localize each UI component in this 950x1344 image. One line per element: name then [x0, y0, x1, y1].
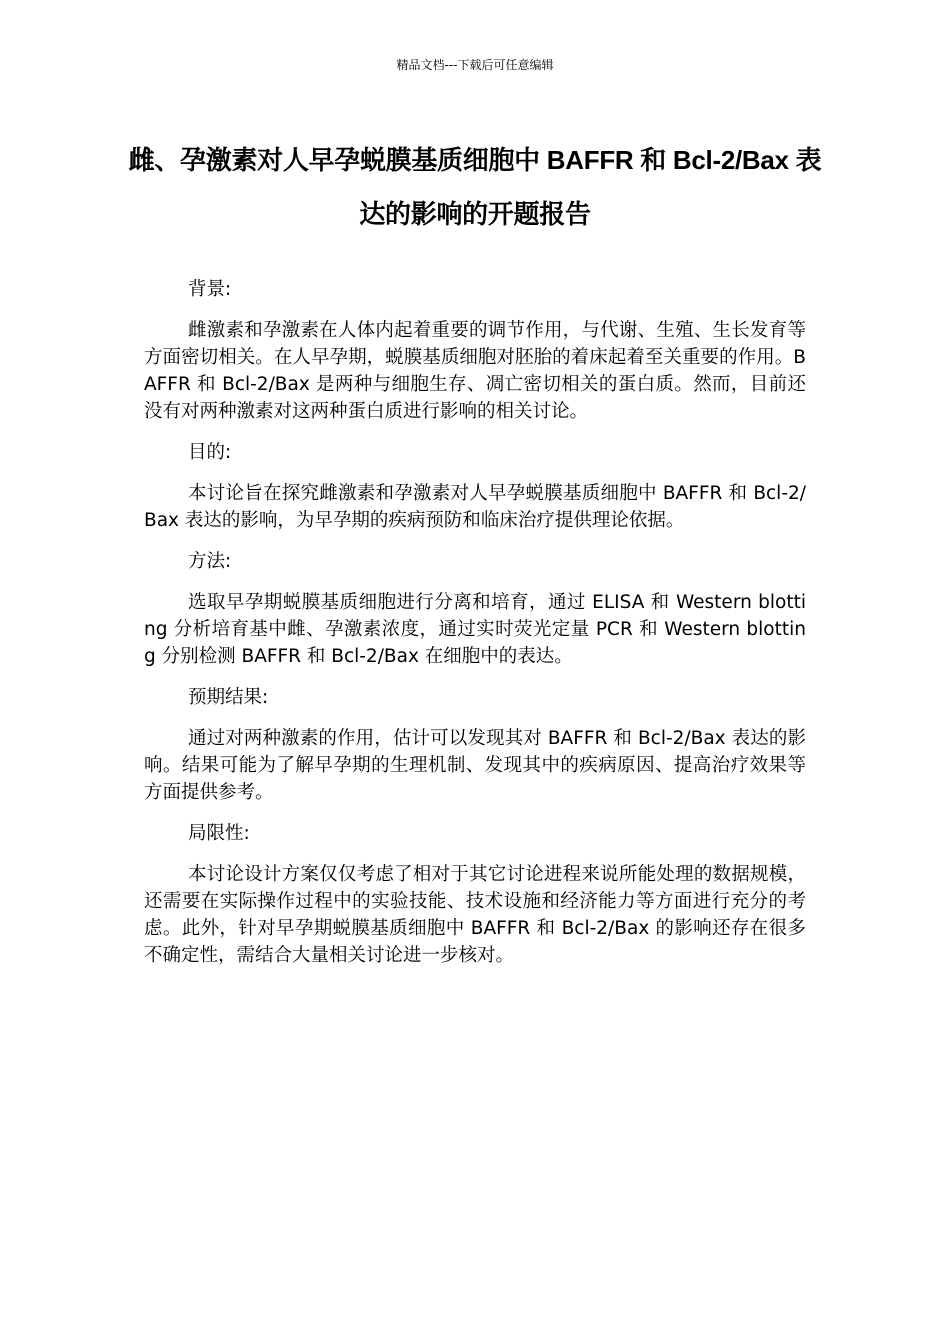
section-text-background: 雌激素和孕激素在人体内起着重要的调节作用，与代谢、生殖、生长发育等方面密切相关。在人早孕期，蜕膜基质细胞对胚胎的着床起着至关重要的作用。BAFFR 和 Bcl-2/Bax 是两种与细胞生存、凋亡密切相关的蛋白质。然而，目前还没有对两种激素对这两种蛋白质进行影响的相关讨论。: [144, 320, 806, 422]
section-heading-purpose: 目的:: [188, 442, 232, 463]
document-title: 雌、孕激素对人早孕蜕膜基质细胞中 BAFFR 和 Bcl-2/Bax 表达的影响的开题报告: [128, 145, 822, 229]
section-heading-background: 背景:: [188, 279, 232, 300]
section-text-method: 选取早孕期蜕膜基质细胞进行分离和培育，通过 ELISA 和 Western blotting 分析培育基中雌、孕激素浓度，通过实时荧光定量 PCR 和 Western blotting 分别检测 BAFFR 和 Bcl-2/Bax 在细胞中的表达。: [144, 592, 806, 667]
header-note: 精品文档---下载后可任意编辑: [396, 58, 554, 72]
section-text-purpose: 本讨论旨在探究雌激素和孕激素对人早孕蜕膜基质细胞中 BAFFR 和 Bcl-2/Bax 表达的影响，为早孕期的疾病预防和临床治疗提供理论依据。: [144, 483, 806, 531]
section-text-expected-results: 通过对两种激素的作用，估计可以发现其对 BAFFR 和 Bcl-2/Bax 表达的影响。结果可能为了解早孕期的生理机制、发现其中的疾病原因、提高治疗效果等方面提供参考。: [144, 728, 806, 803]
section-text-limitations: 本讨论设计方案仅仅考虑了相对于其它讨论进程来说所能处理的数据规模，还需要在实际操作过程中的实验技能、技术设施和经济能力等方面进行充分的考虑。此外，针对早孕期蜕膜基质细胞中 BAFFR 和 Bcl-2/Bax 的影响还存在很多不确定性，需结合大量相关讨论进一步核对。: [144, 864, 806, 966]
section-heading-method: 方法:: [188, 551, 232, 572]
section-heading-expected-results: 预期结果:: [188, 687, 269, 708]
document-body: [144, 276, 806, 983]
section-heading-limitations: 局限性:: [188, 823, 250, 844]
